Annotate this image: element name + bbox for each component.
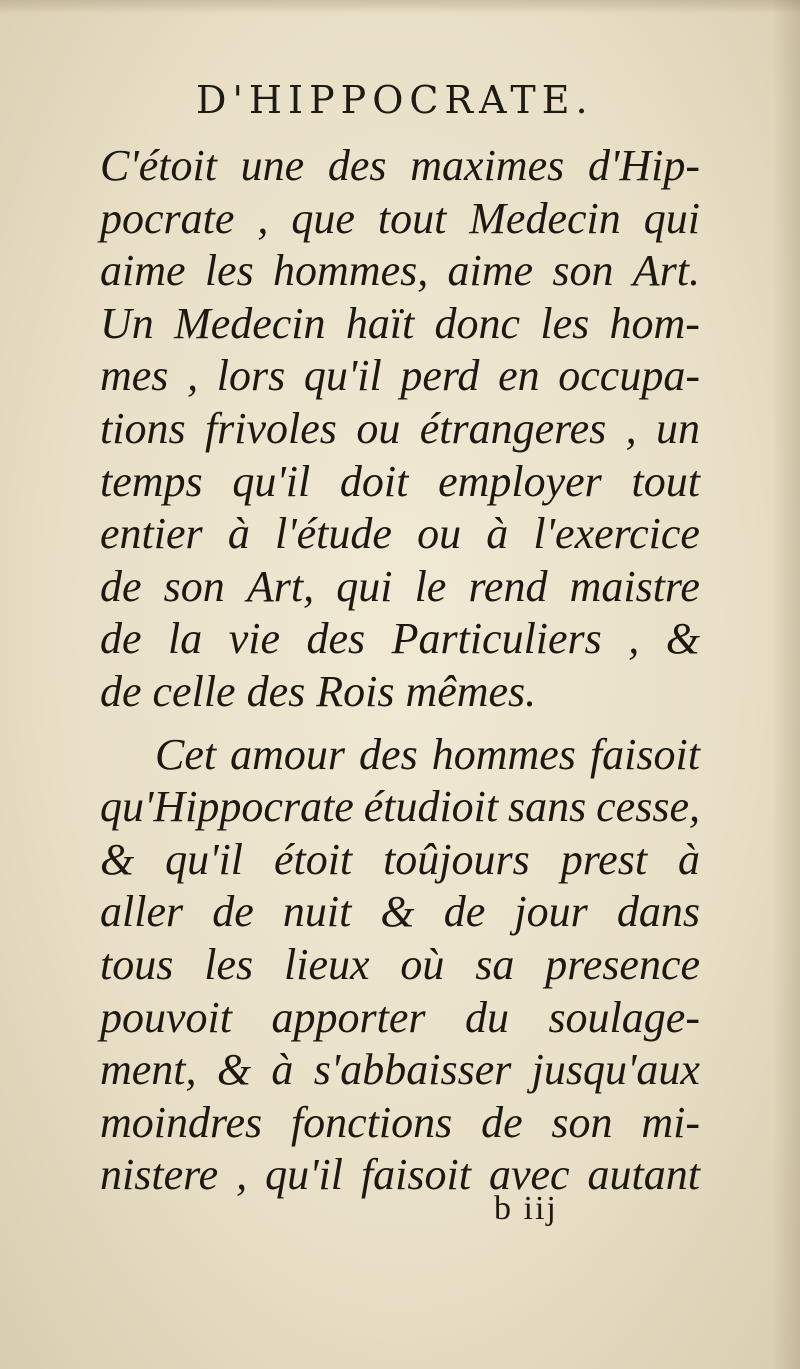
word: ou <box>356 403 401 453</box>
word: s'abbaisser <box>313 1045 512 1095</box>
word: pocrate <box>100 193 235 243</box>
word: les <box>540 298 590 348</box>
word: qu'il <box>232 456 311 506</box>
word: qu'Hippocrate <box>100 782 354 832</box>
word: de <box>100 614 142 664</box>
word: prest <box>560 834 648 884</box>
text-line <box>100 834 700 887</box>
text-line <box>100 561 700 614</box>
word: faisoit <box>589 729 700 779</box>
word: son <box>551 1097 613 1147</box>
word: la <box>168 614 203 664</box>
word: perd <box>400 351 480 401</box>
word: amour <box>230 729 346 779</box>
text-line <box>100 508 700 561</box>
word: , <box>625 403 637 453</box>
word: , <box>628 614 640 664</box>
word: doit <box>339 456 409 506</box>
word: du <box>464 992 509 1042</box>
word: aller <box>100 887 184 937</box>
word: le <box>414 561 447 611</box>
text-line <box>100 140 700 193</box>
text-line <box>100 729 700 782</box>
word: dans <box>616 887 700 937</box>
word: sans <box>508 782 587 832</box>
word: lors <box>216 351 286 401</box>
text-line <box>100 298 700 351</box>
page-right-edge-shadow <box>772 0 800 1369</box>
word: temps <box>100 456 203 506</box>
text-line <box>100 1044 700 1097</box>
word: mi- <box>641 1097 700 1147</box>
word: pouvoit <box>100 992 232 1042</box>
word: son <box>163 561 225 611</box>
word: de <box>100 561 142 611</box>
word: une <box>240 141 305 190</box>
word: avec <box>488 1150 570 1200</box>
paragraph-2 <box>100 729 700 1202</box>
text-line <box>100 403 700 456</box>
word: & <box>665 614 700 664</box>
text-line <box>100 1149 700 1202</box>
word: moindres <box>100 1097 263 1147</box>
word: étoit <box>273 834 353 884</box>
signature-mark: b iij <box>494 1190 558 1227</box>
word: les <box>204 246 254 296</box>
word: fonctions <box>290 1097 453 1147</box>
body-text <box>100 140 700 1202</box>
word: autant <box>587 1150 700 1200</box>
word: qu'il <box>265 1150 343 1200</box>
word: de <box>481 1097 523 1147</box>
word: aime <box>447 246 534 296</box>
word: jusqu'aux <box>531 1045 700 1095</box>
text-line <box>100 456 700 509</box>
word: haït <box>345 298 415 348</box>
paragraph-gap <box>100 719 700 729</box>
text-line <box>100 613 700 666</box>
word: étudioit <box>363 782 499 832</box>
text-line <box>100 939 700 992</box>
word: cesse, <box>596 782 700 832</box>
word: un <box>656 403 700 453</box>
word: à <box>677 834 700 884</box>
word: occupa- <box>558 351 700 401</box>
word: étrangeres <box>419 403 607 453</box>
text-line <box>100 350 700 403</box>
word: à <box>271 1045 294 1095</box>
word: son <box>552 246 614 296</box>
word: de <box>212 887 254 937</box>
word: maistre <box>569 561 700 611</box>
text-line: de celle des Rois mêmes. <box>100 666 537 716</box>
word: , <box>257 193 269 243</box>
word: l'exercice <box>533 509 700 559</box>
word: en <box>498 351 540 401</box>
word: tout <box>377 193 447 243</box>
word: qui <box>336 561 393 611</box>
word: Medecin <box>469 193 621 243</box>
word: entier <box>100 509 203 559</box>
word: des <box>306 614 366 664</box>
word: l'étude <box>274 509 392 559</box>
word: jour <box>514 887 588 937</box>
paragraph-1 <box>100 140 700 719</box>
word: Art. <box>632 246 700 296</box>
word: les <box>204 939 254 989</box>
word: C'étoit <box>100 141 217 190</box>
running-head: D'HIPPOCRATE. <box>196 78 594 122</box>
word: des <box>359 729 418 779</box>
word: sa <box>475 939 515 989</box>
word: maximes <box>410 141 565 190</box>
word: vie <box>228 614 280 664</box>
word: tout <box>631 456 700 506</box>
text-line <box>100 781 700 834</box>
text-line <box>100 886 700 939</box>
word: où <box>400 939 445 989</box>
text-line <box>100 992 700 1045</box>
text-line <box>100 193 700 246</box>
word: tous <box>100 939 174 989</box>
word: , <box>187 351 199 401</box>
word: ment, <box>100 1045 197 1095</box>
word: ou <box>417 509 462 559</box>
word: & <box>100 834 135 884</box>
word: rend <box>468 561 548 611</box>
word: tions <box>100 403 186 453</box>
word: toûjours <box>383 834 530 884</box>
word: hom- <box>609 298 700 348</box>
word: des <box>327 141 387 190</box>
word: Un <box>100 298 154 348</box>
word: Art, <box>246 561 315 611</box>
word: faisoit <box>360 1150 471 1200</box>
word: qui <box>643 193 700 243</box>
word: hommes, <box>273 246 429 296</box>
word: Medecin <box>174 298 326 348</box>
word: lieux <box>284 939 370 989</box>
word: presence <box>545 939 700 989</box>
word: mes <box>100 351 169 401</box>
word: de <box>443 887 486 937</box>
word: que <box>291 193 355 243</box>
word: aime <box>100 246 186 296</box>
page-top-edge-shadow <box>0 0 800 14</box>
word: frivoles <box>204 403 337 453</box>
word: donc <box>434 298 521 348</box>
word: à <box>227 509 250 559</box>
word: apporter <box>271 992 426 1042</box>
word: à <box>486 509 509 559</box>
word: Cet <box>155 729 217 779</box>
word: & <box>380 887 415 937</box>
text-line <box>100 245 700 298</box>
word: d'Hip- <box>587 141 700 190</box>
word: & <box>216 1045 252 1095</box>
word: nuit <box>282 887 352 937</box>
word: nistere <box>100 1150 219 1200</box>
word: soulage- <box>548 992 700 1042</box>
word: hommes <box>431 729 576 779</box>
word: qu'il <box>165 834 244 884</box>
word: , <box>236 1150 248 1200</box>
text-line <box>100 1097 700 1150</box>
word: employer <box>438 456 602 506</box>
word: Particuliers <box>391 614 602 664</box>
word: qu'il <box>303 351 382 401</box>
